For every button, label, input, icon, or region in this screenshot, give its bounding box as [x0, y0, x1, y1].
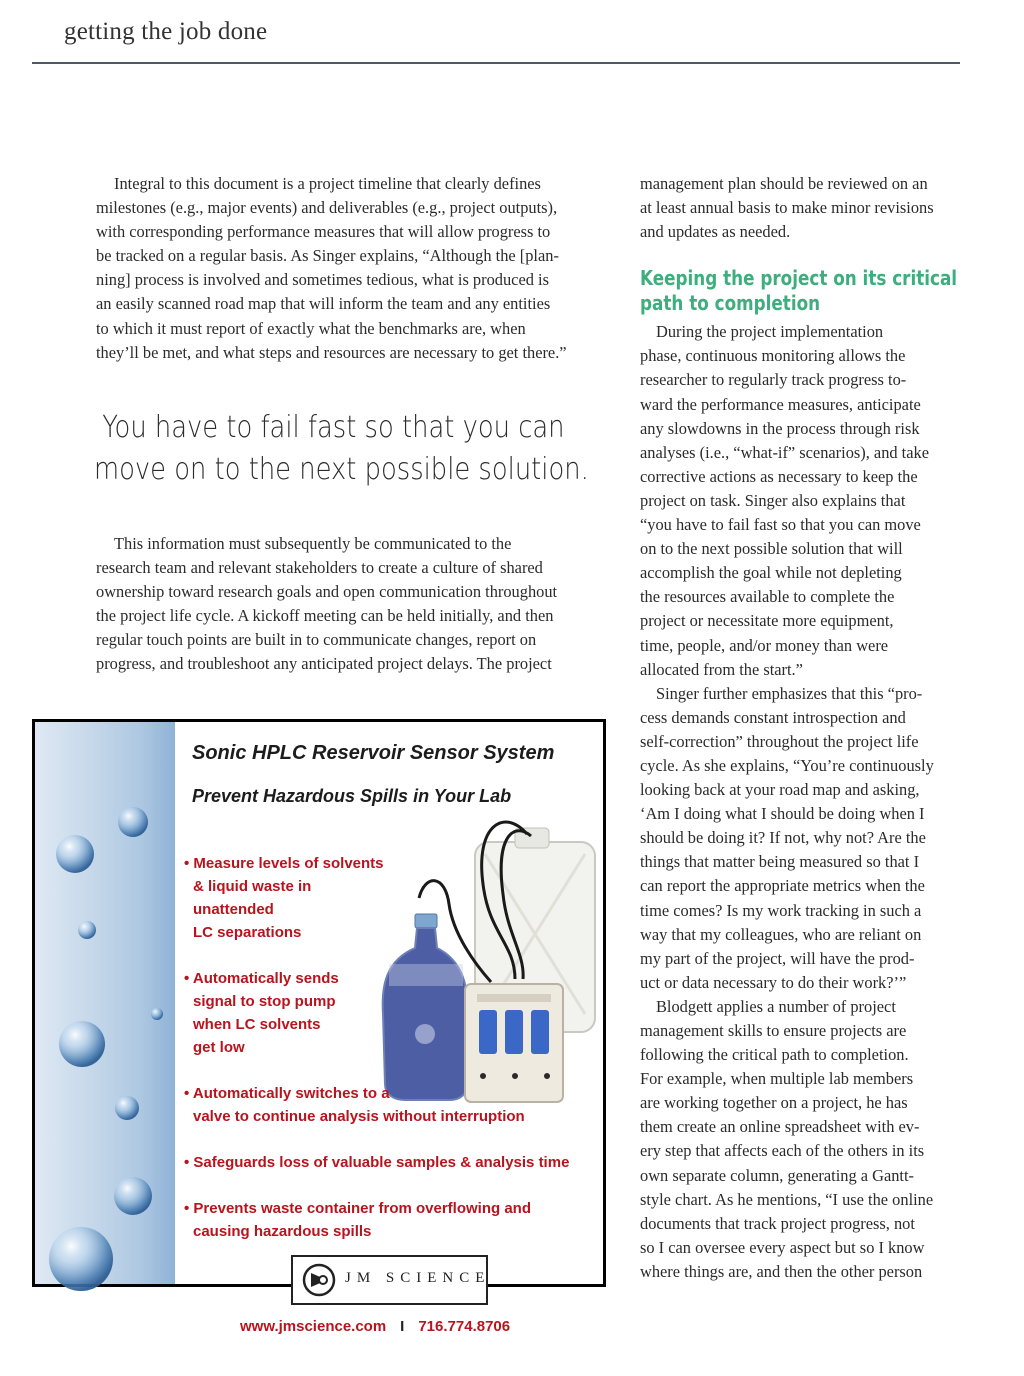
- text-line: documents that track project progress, not: [640, 1213, 915, 1233]
- feature-line: LC separations: [193, 924, 302, 941]
- text-line: can report the appropriate metrics when the: [640, 876, 925, 896]
- paragraph-timeline: [96, 172, 616, 365]
- feature-line: causing hazardous spills: [193, 1223, 372, 1240]
- ad-feature-list: [184, 852, 614, 1243]
- water-droplets-image: [35, 722, 175, 1284]
- text-line: project on task. Singer also explains that: [640, 490, 906, 510]
- ad-tagline: Prevent Hazardous Spills in Your Lab: [192, 786, 512, 806]
- running-head: getting the job done: [64, 18, 268, 45]
- text-line: researcher to regularly track progress to-: [640, 370, 907, 390]
- text-line: Singer further emphasizes that this “pro-: [656, 683, 923, 703]
- left-column-bottom: [96, 532, 616, 677]
- droplets-icon: [35, 722, 175, 1284]
- feature-line: get low: [193, 1039, 245, 1056]
- text-line: my part of the project, will have the prod-: [640, 948, 915, 968]
- feature-line: • Safeguards loss of valuable samples & analysis time: [184, 1154, 570, 1171]
- pull-quote: [94, 407, 589, 491]
- text-line: following the critical path to completion.: [640, 1045, 909, 1065]
- text-line: During the project implementation: [656, 322, 884, 342]
- advertisement: [32, 719, 606, 1335]
- text-line: project or necessitate more equipment,: [640, 611, 894, 631]
- paragraph-blodgett: [640, 995, 970, 1284]
- text-line: “you have to fail fast so that you can move: [640, 515, 921, 535]
- text-line: ownership toward research goals and open communication throughout: [96, 582, 558, 602]
- text-line: and updates as needed.: [640, 222, 791, 242]
- feature-line: when LC solvents: [193, 1016, 321, 1033]
- text-line: regular touch points are built in to communicate changes, report on: [96, 630, 537, 650]
- text-line: management skills to ensure projects are: [640, 1021, 907, 1040]
- feature-line: • Prevents waste container from overflowing and: [184, 1200, 531, 1217]
- ad-feature-item: [184, 852, 614, 944]
- text-line: are working together on a project, he has: [640, 1093, 908, 1113]
- subhead-line: path to completion: [640, 291, 821, 316]
- text-line: uct or data necessary to do their work?’”: [640, 972, 907, 992]
- text-line: management plan should be reviewed on an: [640, 174, 928, 193]
- feature-line: valve to continue analysis without interruption: [193, 1108, 525, 1125]
- subhead-line: Keeping the project on its critical: [640, 266, 958, 291]
- text-line: ery step that affects each of the others in its: [640, 1141, 925, 1161]
- text-line: cess demands constant introspection and: [640, 707, 906, 727]
- text-line: them create an online spreadsheet with ev-: [640, 1117, 920, 1137]
- text-line: ning] process is involved and sometimes tedious, what is produced is: [96, 270, 549, 290]
- text-line: accomplish the goal while not depleting: [640, 563, 902, 583]
- text-line: research team and relevant stakeholders to create a culture of shared: [96, 558, 543, 578]
- feature-line: • Automatically sends: [184, 970, 339, 987]
- ad-phone: 716.774.8706: [418, 1318, 511, 1335]
- pull-quote-line: move on to the next possible solution.: [94, 452, 589, 487]
- text-line: way that my colleagues, who are reliant on: [640, 924, 922, 944]
- paragraph-introspection: [640, 682, 970, 995]
- paragraph-management-plan: [640, 172, 970, 244]
- text-line: where things are, and then the other person: [640, 1261, 923, 1281]
- ad-title: Sonic HPLC Reservoir Sensor System: [192, 742, 555, 764]
- text-line: time, people, and/or money than were: [640, 635, 889, 655]
- ad-website-link[interactable]: www.jmscience.com: [240, 1318, 387, 1335]
- text-line: they’ll be met, and what steps and resources are necessary to get there.”: [96, 342, 567, 362]
- ad-feature-item: [184, 1197, 614, 1243]
- feature-line: • Measure levels of solvents: [184, 855, 384, 872]
- feature-line: signal to stop pump: [193, 993, 336, 1010]
- text-line: cycle. As she explains, “You’re continuously: [640, 755, 934, 775]
- text-line: allocated from the start.”: [640, 659, 803, 679]
- text-line: corrective actions as necessary to keep the: [640, 466, 918, 486]
- right-column: [640, 172, 970, 1284]
- text-line: Integral to this document is a project timeline that clearly defines: [114, 174, 541, 193]
- text-line: own separate column, generating a Gantt-: [640, 1165, 914, 1185]
- ad-feature-item: [184, 967, 614, 1059]
- text-line: things that matter being measured so that I: [640, 852, 920, 872]
- text-line: looking back at your road map and asking,: [640, 780, 920, 800]
- text-line: progress, and troubleshoot any anticipated project delays. The project: [96, 654, 552, 674]
- text-line: Blodgett applies a number of project: [656, 996, 896, 1016]
- ad-feature-item: [184, 1151, 614, 1174]
- ad-contact: [240, 1318, 510, 1335]
- text-line: with corresponding performance measures that will allow progress to: [96, 222, 551, 242]
- text-line: style chart. As he mentions, “I use the online: [640, 1189, 934, 1209]
- jm-science-logo: [291, 1255, 491, 1305]
- text-line: any slowdowns in the process through risk: [640, 418, 920, 438]
- text-line: analyses (i.e., “what-if” scenarios), and take: [640, 442, 929, 462]
- logo-text: JM SCIENCE: [345, 1270, 491, 1286]
- text-line: so I can oversee every aspect but so I know: [640, 1237, 925, 1257]
- ad-panel: [35, 722, 603, 1335]
- text-line: This information must subsequently be communicated to the: [114, 534, 512, 553]
- paragraph-monitoring: [640, 320, 970, 681]
- paragraph-communication: [96, 532, 616, 677]
- text-line: phase, continuous monitoring allows the: [640, 346, 906, 366]
- text-line: ward the performance measures, anticipate: [640, 394, 921, 414]
- text-line: to which it must report of exactly what the benchmarks are, when: [96, 318, 526, 338]
- feature-line: & liquid waste in: [193, 878, 312, 895]
- text-line: be tracked on a regular basis. As Singer explains, “Although the [plan-: [96, 246, 559, 266]
- header-rule: [32, 62, 960, 64]
- feature-line: • Automatically switches to a: [184, 1085, 390, 1102]
- text-line: the resources available to complete the: [640, 587, 895, 607]
- section-subhead: [640, 266, 968, 316]
- logo-mark-icon: [299, 1260, 339, 1300]
- text-line: ‘Am I doing what I should be doing when I: [640, 804, 925, 824]
- text-line: For example, when multiple lab members: [640, 1069, 914, 1089]
- left-column-top: [96, 172, 616, 365]
- text-line: on to the next possible solution that will: [640, 539, 903, 559]
- text-line: at least annual basis to make minor revisions: [640, 198, 934, 218]
- ad-feature-item: [184, 1082, 614, 1128]
- text-line: an easily scanned road map that will inform the team and any entities: [96, 294, 551, 314]
- feature-line: unattended: [193, 901, 274, 918]
- contact-separator: I: [400, 1318, 405, 1335]
- text-line: self-correction” throughout the project life: [640, 731, 919, 751]
- pull-quote-line: You have to fail fast so that you can: [94, 410, 565, 445]
- text-line: time comes? Is my work tracking in such a: [640, 900, 922, 920]
- text-line: should be doing it? If not, why not? Are the: [640, 828, 926, 848]
- text-line: the project life cycle. A kickoff meeting can be held initially, and then: [96, 606, 554, 626]
- text-line: milestones (e.g., major events) and deliverables (e.g., project outputs),: [96, 198, 558, 218]
